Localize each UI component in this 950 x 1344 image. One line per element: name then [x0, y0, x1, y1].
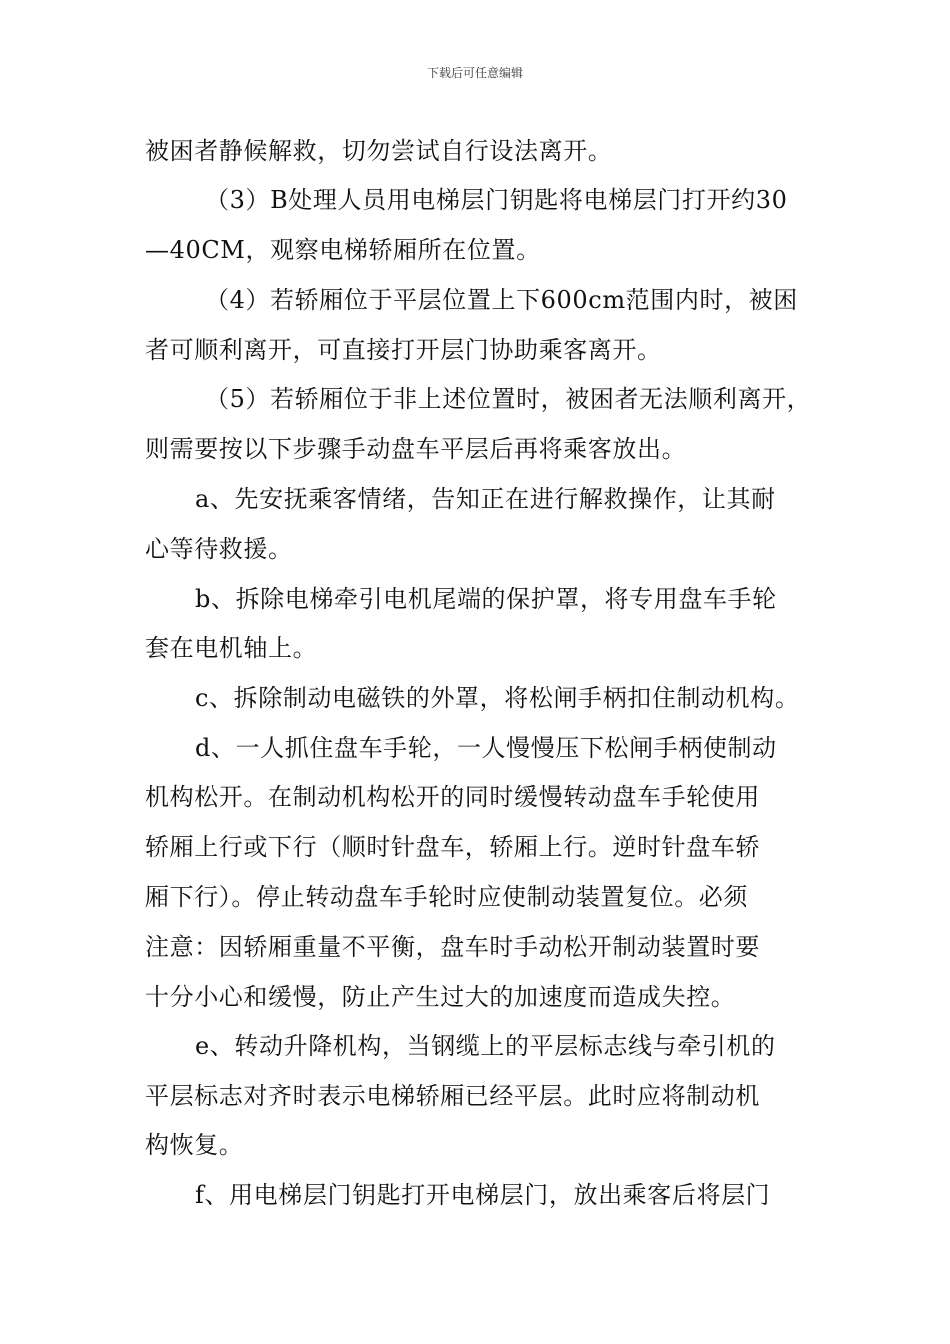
text-line: 注意：因轿厢重量不平衡，盘车时手动松开制动装置时要: [145, 933, 760, 961]
text-line: f、用电梯层门钥匙打开电梯层门，放出乘客后将层门: [195, 1181, 771, 1209]
text-line: 平层标志对齐时表示电梯轿厢已经平层。此时应将制动机: [145, 1082, 760, 1110]
text-line: 被困者静候解救，切勿尝试自行设法离开。: [145, 137, 613, 165]
text-line: 套在电机轴上。: [145, 634, 318, 662]
page-header: 下载后可任意编辑: [426, 66, 523, 80]
text-line: 轿厢上行或下行（顺时针盘车，轿厢上行。逆时针盘车轿: [145, 833, 760, 861]
text-line: （5）若轿厢位于非上述位置时，被困者无法顺利离开，: [205, 385, 812, 413]
text-line: 者可顺利离开，可直接打开层门协助乘客离开。: [145, 336, 662, 364]
text-line: 构恢复。: [145, 1131, 244, 1159]
text-line: 十分小心和缓慢，防止产生过大的加速度而造成失控。: [145, 983, 736, 1011]
text-line: 厢下行）。停止转动盘车手轮时应使制动装置复位。必须: [145, 883, 748, 911]
text-line: 则需要按以下步骤手动盘车平层后再将乘客放出。: [145, 435, 687, 463]
text-line: b、拆除电梯牵引电机尾端的保护罩，将专用盘车手轮: [195, 585, 777, 613]
text-line: d、一人抓住盘车手轮，一人慢慢压下松闸手柄使制动: [195, 734, 777, 762]
text-line: 心等待救援。: [145, 535, 293, 563]
text-line: c、拆除制动电磁铁的外罩，将松闸手柄扣住制动机构。: [195, 684, 800, 712]
text-line: a、先安抚乘客情绪，告知正在进行解救操作，让其耐: [195, 485, 776, 513]
text-line: （3）B处理人员用电梯层门钥匙将电梯层门打开约30: [205, 186, 788, 214]
text-line: —40CM，观察电梯轿厢所在位置。: [145, 236, 541, 264]
text-line: （4）若轿厢位于平层位置上下600cm范围内时，被困: [205, 286, 798, 314]
text-line: e、转动升降机构，当钢缆上的平层标志线与牵引机的: [195, 1032, 776, 1060]
text-line: 机构松开。在制动机构松开的同时缓慢转动盘车手轮使用: [145, 783, 760, 811]
